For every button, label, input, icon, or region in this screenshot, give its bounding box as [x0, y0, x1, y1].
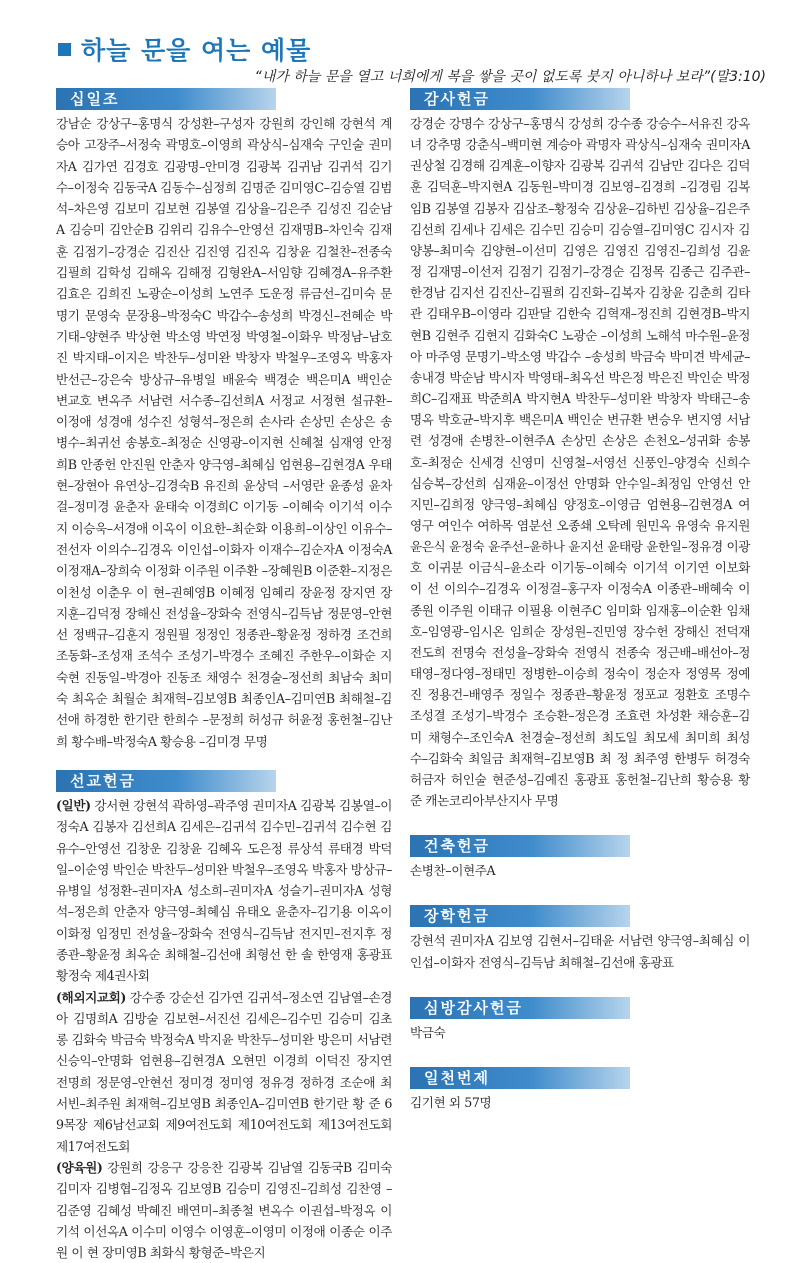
mission-general [56, 795, 392, 987]
first-offering-names: 김기현 외 57명 [410, 1095, 492, 1111]
section-mission [56, 770, 392, 1263]
section-title-mission: 선교헌금 [56, 770, 276, 792]
left-column [56, 88, 392, 1263]
right-column [410, 88, 750, 1114]
tithe-names: 강남순 강상구–홍명식 강성환–구성자 강원희 강인해 강현석 계승아 고장주–서정숙 곽명호–이영희 곽상식–심재숙 구인술 권미자A 김가연 김경호 김광명–안미경 김광복 김귀남 김귀석 김기수–이정숙 김동국A 김동수–심정희 김명준 김미영C–김승열 김범석–차은영 김보미 김보현 김봉열 김상율–김은주 김성진 김순남A 김승미 김안순B 김위리 김유수–안영선 김재명B–차인숙 김재훈 김점기–강경순 김진산 김진영 김진옥 김창윤 김철찬–전종숙 김필희 김학성 김해옥 김해정 김형완A–서임향 김혜경A–유주환 김효은 김희진 노광순–이성희 노연주 도운정 류금선–김미숙 문명기 문영숙 문장용–박정숙C 박갑수–송성희 박경신–전혜순 박기태–양현주 박상현 박소영 박연정 박영철–이화우 박정남–남호진 박지태–이지은 박찬두–성미완 박창자 박철우–조영옥 박홍자 반선근–강은숙 방상규–유병일 배윤숙 백경순 백은미A 백인순 변교호 변옥주 서남련 서수종–김선희A 서정교 서정현 설규환–이정애 성경애 성수진 성형석–정은희 손사라 손상민 손상은 송병수–최귀선 송봉호–최정순 신영광–이지현 신혜철 심재영 안정희B 안종헌 안진원 안춘자 양극영–최혜심 엄현용–김현경A 우태현–장현아 유연상–김경숙B 유진희 윤상덕 –서영란 윤종성 윤차걸–정미경 윤춘자 윤태숙 이경희C 이기동 –이혜숙 이기석 이수지 이승욱–서경애 이옥이 이요한–최순화 이용희–이상인 이유수–전선자 이의수–김경옥 이인섭–이화자 이재수–김순자A 이정숙A 이정재A–장희숙 이정화 이주원 이주환 –장혜원B 이준환–지정은 이천성 이춘우 이 현–권혜영B 이혜정 임혜리 장윤정 장지연 장지훈–김덕정 장해신 전성율–장화숙 전영식–김득남 정문영–안현선 정백규–김훈지 정원필 정정인 정종관–황윤정 정하경 조건희 조동화–조성재 조석수 조성기–박경수 조혜진 주한우–이화순 지숙현 진동일–박경아 진동조 채영수 천경술–정선희 최남숙 최미숙 최옥순 최월순 최재혁–김보영B 최종인A–김미연B 최해철–김선애 하경한 한기란 한희수 –문정희 허성규 허윤정 홍헌철–김난희 황수배–박정숙A 황승용 –김미경 무명 [56, 116, 393, 749]
title-row [58, 34, 778, 64]
bible-verse: “내가 하늘 문을 열고 너희에게 복을 쌓을 곳이 없도록 붓지 아니하나 보라”(말3:10) [254, 69, 766, 85]
section-title-scholarship: 장학헌금 [410, 905, 630, 927]
section-title-visit: 심방감사헌금 [410, 997, 630, 1019]
visit-names: 박금숙 [410, 1025, 446, 1041]
mission-general-names: 강서현 강현석 곽하영–곽주영 권미자A 김광복 김봉열–이정숙A 김봉자 김선희A 김세은–김귀석 김수민–김귀석 김수현 김유수–안영선 김창운 김창윤 김혜옥 도은정 류상석 류태경 박덕일–이순영 박인순 박찬두–성미완 박철우–조영옥 박홍자 방상규–유병일 성정환–권미자A 성소희–권미자A 성슬기–권미자A 성형석–정은희 안춘자 양극영–최혜심 유태오 윤춘자–김기용 이옥이 이화정 임정민 전성율–장화숙 전영식–김득남 전지민–전지후 정종관–황윤정 최옥순 최해철–김선애 최형선 한 솔 한영재 홍광표 황정숙 제4권사회 [56, 797, 392, 984]
mission-general-label: (일반) [56, 797, 91, 813]
section-title-tithe: 십일조 [56, 88, 276, 110]
page-header [58, 34, 778, 86]
section-title-first-offering: 일천번제 [410, 1067, 630, 1089]
mission-overseas-label: (해외지교회) [56, 989, 126, 1005]
section-thanks [410, 88, 750, 811]
thanks-names: 강경순 강명수 강상구–홍명식 강성희 강수종 강승수–서유진 강옥녀 강추명 강춘식–백미현 계승아 곽명자 곽상식–심재숙 권미자A 권상철 김경해 김계훈–이향자 김광복 김귀석 김남만 김다은 김덕훈 김덕훈–박지현A 김동원–박미경 김보영–김경희 –김경림 김복임B 김봉열 김봉자 김삼조–황정숙 김상윤–김하빈 김상율–김은주 김선희 김세나 김세은 김수민 김승미 김승열–김미영C 김시자 김양봉–최미숙 김양현–이선미 김영은 김영진 김영진–김희성 김윤정 김재명–이선저 김점기 김점기–강경순 김정목 김종근 김주관–한경남 김지선 김진산–김필희 김진화–김복자 김창윤 김춘희 김타관 김태우B–이영라 김판달 김한숙 김혁재–정진희 김현경B–박지현B 김현주 김현지 김화숙C 노광순 –이성희 노해석 마수원–윤정아 마주영 문명기–박소영 박갑수 –송성희 박금숙 박미견 박세균–송내경 박순남 박시자 박영태–최옥선 박은정 박은진 박인순 박정희C–김재표 박준희A 박지현A 박찬두–성미완 박창자 박태근–송명옥 박호균–박지후 백은미A 백인순 변규환 변승우 변지영 서남련 성경애 손병찬–이현주A 손상민 손상은 손천오–성귀화 송봉호–최정순 신세경 신영미 신영철–서영선 신풍인–양경숙 신희수 심승복–강선희 심재윤–이정선 안명화 안수일–최정임 안영선 안지민–김희정 양극영–최혜심 양정호–이영금 엄현용–김현경A 여영구 여인수 여하목 염분선 오종쇄 오탁례 원민옥 유영숙 유지원 윤은식 윤정숙 윤주선–윤하나 윤지선 윤태랑 윤한일–정유경 이광호 이귀분 이금식–윤소라 이기동–이혜숙 이기석 이기연 이보화 이 선 이의수–김경옥 이정걸–홍구자 이정숙A 이종관–배혜숙 이종원 이주원 이태규 이필용 이현주C 임미화 임재홍–이순환 임채호–임영광–임시온 임희순 장성원–진민영 장수헌 장해신 전덕재 전도희 전명숙 전성율–장화숙 전영식 전종숙 정근배–배선아–정태영–정다영–정태민 정병한–이승희 정숙이 정순자 정영목 정예진 정용건–배영주 정일수 정종관–황윤정 정포교 정환호 조명수 조성결 조성기–박경수 조승환–정은경 조효련 차성환 채승훈–김 미 채형수–조인숙A 천경술–정선희 최도일 최모세 최미희 최성수–김화숙 최일금 최재혁–김보영B 최 정 최주영 한병두 허경숙 허금자 허인술 현준성–김예진 홍광표 홍헌철–김난희 황승용 황 준 캐논코리아부산지사 무명 [410, 116, 750, 808]
section-title-thanks: 감사헌금 [410, 88, 630, 110]
building-names: 손병찬–이현주A [410, 863, 496, 879]
page-title: 하늘 문을 여는 예물 [81, 36, 312, 65]
mission-orphanage-label: (양육원) [56, 1159, 103, 1175]
title-bullet-square [58, 43, 71, 56]
section-title-building: 건축헌금 [410, 835, 630, 857]
mission-orphanage-names: 강원희 강응구 강응찬 김광복 김남열 김동국B 김미숙 김미자 김병협–김정옥 김보영B 김승미 김영진–김희성 김찬영 –김준영 김혜성 박혜진 배연미–최종철 변옥수 이권섭–박정옥 이기석 이선옥A 이수미 이영수 이영훈–이영미 이정애 이종순 이주원 이 현 장미영B 최화식 황형준–박은지 [56, 1159, 392, 1261]
scholarship-names: 강현석 권미자A 김보영 김현서–김태윤 서남련 양극영–최혜심 이인섭–이화자 전영식–김득남 최해철–김선애 홍광표 [410, 933, 750, 970]
mission-orphanage [56, 1157, 392, 1263]
section-scholarship [410, 905, 750, 973]
section-tithe [56, 88, 392, 752]
mission-overseas-names: 강수종 강순선 김가연 김귀석–정소연 김남열–손경아 김명희A 김방술 김보현–서진선 김세은–김수민 김승미 김초롱 김화숙 박금숙 박정숙A 박지윤 박찬두–성미완 방은미 서남련 신승익–안명화 엄현용–김현경A 오현민 이경희 이덕진 장지연 전명희 정문영–안현선 정미경 정미영 정유경 정하경 조순애 최서빈–최주원 최재혁–김보영B 최종인A–김미연B 한기란 황 준 69목장 제6남선교회 제9여전도회 제10여전도회 제13여전도회 제17여전도회 [56, 989, 392, 1154]
mission-overseas [56, 987, 392, 1157]
section-visit [410, 997, 750, 1043]
section-building [410, 835, 750, 881]
section-first-offering [410, 1067, 750, 1113]
